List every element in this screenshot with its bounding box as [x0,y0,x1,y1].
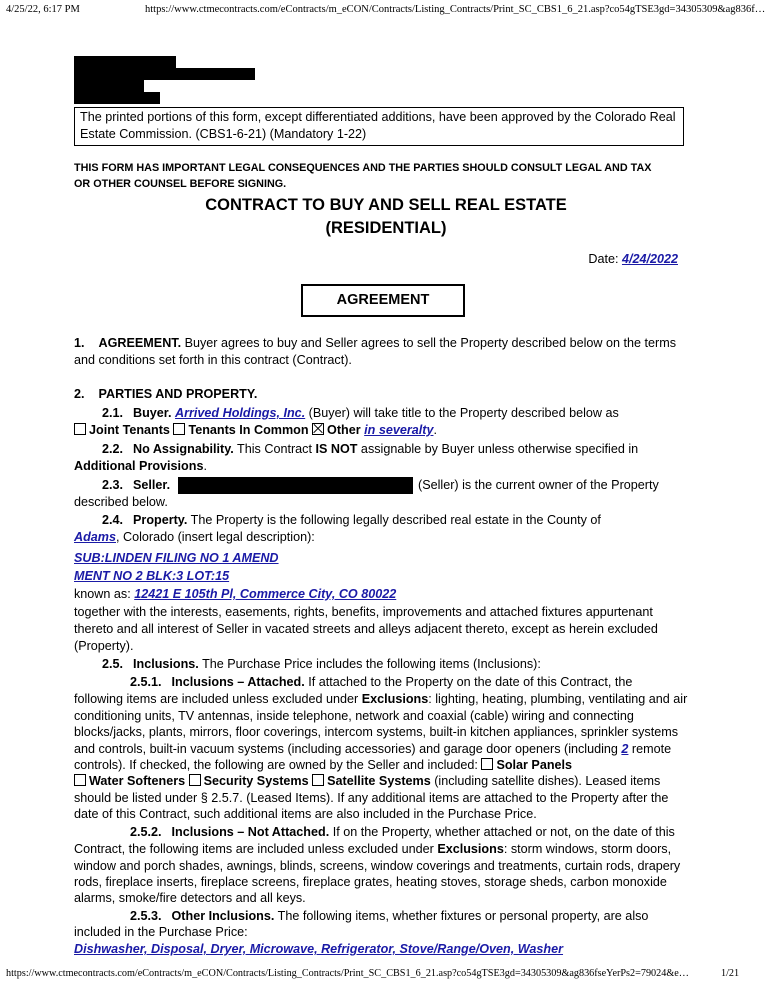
section-2-5-2-line: Contract, the following items are included unless excluded under Exclusions: storm windows, storm doors, [74,842,672,856]
print-url: https://www.ctmecontracts.com/eContracts/m_eCON/Contracts/Listing_Contracts/Print_SC_CBS1_6_21.asp?co54gTSE3gd=34305309&ag836f… [145,4,766,15]
other-title-value[interactable]: in severalty [364,423,434,437]
legal-warning-line: THIS FORM HAS IMPORTANT LEGAL CONSEQUENCES AND THE PARTIES SHOULD CONSULT LEGAL AND TAX [74,162,652,174]
remote-count[interactable]: 2 [621,742,629,756]
section-2-5-2-line: rods, fireplace inserts, fireplace screens, fireplace grates, heating stoves, storage sheds, carbon monoxide [74,875,667,889]
date-label: Date: [588,252,622,266]
section-2-5-2-line: alarms, smoke/fire detectors and all keys. [74,891,306,905]
section-1-line: 1. AGREEMENT. Buyer agrees to buy and Seller agrees to sell the Property described below on the terms [74,336,677,350]
section-2-5-3-line: 2.5.3. Other Inclusions. The following items, whether fixtures or personal property, are also [130,909,649,923]
buyer-name[interactable]: Arrived Holdings, Inc. [175,406,306,420]
section-2-3-line: described below. [74,495,168,509]
section-2-5-1-line: blocks/jacks, plants, mirrors, floor coverings, intercom systems, built-in kitchen appliances, sprinkler systems [74,725,679,739]
redaction-bar [74,80,144,92]
agreement-heading: AGREEMENT [301,284,465,317]
section-2-2-line: 2.2. No Assignability. This Contract IS NOT assignable by Buyer unless otherwise specified in [102,442,639,456]
section-2-5-1-line: and controls, built-in vacuum systems (including accessories) and garage door openers (including 2 remote [74,742,672,756]
print-datetime: 4/25/22, 6:17 PM [6,4,80,15]
section-2-5-1-line: 2.5.1. Inclusions – Attached. If attached to the Property on the date of this Contract, the [130,675,633,689]
form-approval-notice: The printed portions of this form, except differentiated additions, have been approved by the Colorado Real Estate Commission. (CBS1-6-21) (Mandatory 1-22) [74,107,684,146]
water-softeners-checkbox[interactable] [74,774,86,786]
seller-name-redaction [178,477,413,494]
section-2-4-line: 2.4. Property. The Property is the following legally described real estate in the County of [102,513,601,527]
section-2-3-line: 2.3. Seller. [102,478,171,492]
county-value[interactable]: Adams [74,530,116,544]
contract-date [588,252,678,266]
section-2-4-line: together with the interests, easements, rights, benefits, improvements and attached fixtures appurtenant [74,605,653,619]
section-2-4-line: thereto and all interest of Seller in vacated streets and alleys adjacent thereto, except as herein excluded [74,622,658,636]
section-2-4-line: (Property). [74,639,134,653]
title-options: Joint Tenants Tenants In Common Other in severalty. [74,422,437,439]
section-2-5-1-line: conditioning units, TV antennas, inside telephone, network and coaxial (cable) wiring and connecting [74,709,634,723]
joint-tenants-checkbox[interactable] [74,423,86,435]
known-as-line: known as: 12421 E 105th Pl, Commerce City, CO 80022 [74,587,397,601]
legal-description[interactable]: MENT NO 2 BLK:3 LOT:15 [74,569,230,583]
section-2-5-line: 2.5. Inclusions. The Purchase Price includes the following items (Inclusions): [102,657,541,671]
property-address[interactable]: 12421 E 105th Pl, Commerce City, CO 80022 [134,587,397,601]
section-2-heading: 2. PARTIES AND PROPERTY. [74,387,258,401]
legal-warning-line: OR OTHER COUNSEL BEFORE SIGNING. [74,178,287,190]
security-systems-checkbox[interactable] [189,774,201,786]
redaction-bar [74,68,255,80]
section-2-5-2-line: 2.5.2. Inclusions – Not Attached. If on the Property, whether attached or not, on the date of this [130,825,675,839]
page-number: 1/21 [721,968,740,979]
redaction-bar [74,92,160,104]
section-2-5-1-line: Water Softeners Security Systems Satellite Systems (including satellite dishes). Leased items [74,773,660,790]
section-2-4-line: Adams, Colorado (insert legal description): [74,530,315,544]
satellite-systems-checkbox[interactable] [312,774,324,786]
section-2-5-2-line: window and porch shades, awnings, blinds, screens, window coverings and treatments, curtain rods, drapery [74,859,681,873]
section-2-1-line: 2.1. Buyer. Arrived Holdings, Inc. (Buyer) will take title to the Property described below as [102,406,619,420]
section-2-5-3-line: included in the Purchase Price: [74,925,248,939]
other-inclusions-list[interactable]: Dishwasher, Disposal, Dryer, Microwave, Refrigerator, Stove/Range/Oven, Washer [74,942,564,956]
tenants-in-common-checkbox[interactable] [173,423,185,435]
legal-description[interactable]: SUB:LINDEN FILING NO 1 AMEND [74,551,279,565]
other-checkbox[interactable] [312,423,324,435]
section-1-heading: AGREEMENT. [98,336,182,350]
redaction-bar [74,56,176,68]
solar-panels-checkbox[interactable] [481,758,493,770]
contract-subtitle: (RESIDENTIAL) [325,219,447,237]
section-2-5-1-line: following items are included unless excluded under Exclusions: lighting, heating, plumbing, ventilating and air [74,692,688,706]
section-2-5-1-line: should be listed under § 2.5.7. (Leased Items). If any additional items are attached to the Property after the [74,791,669,805]
legal-warning [74,160,704,192]
section-2-3-line: (Seller) is the current owner of the Property [418,478,659,492]
section-2-5-1-line: controls). If checked, the following are owned by the Seller and included: Solar Panels [74,758,573,772]
contract-title: CONTRACT TO BUY AND SELL REAL ESTATE [205,196,567,214]
section-2-5-1-line: date of this Contract, such additional items are also included in the Purchase Price. [74,807,537,821]
date-value: 4/24/2022 [621,252,678,266]
section-1-line: and conditions set forth in this contract (Contract). [74,353,352,367]
section-2-2-line: Additional Provisions. [74,459,207,473]
footer-url: https://www.ctmecontracts.com/eContracts/m_eCON/Contracts/Listing_Contracts/Print_SC_CBS1_6_21.asp?co54gTSE3gd=34305309&ag836fseYerPs2=79024&e… [6,968,689,979]
